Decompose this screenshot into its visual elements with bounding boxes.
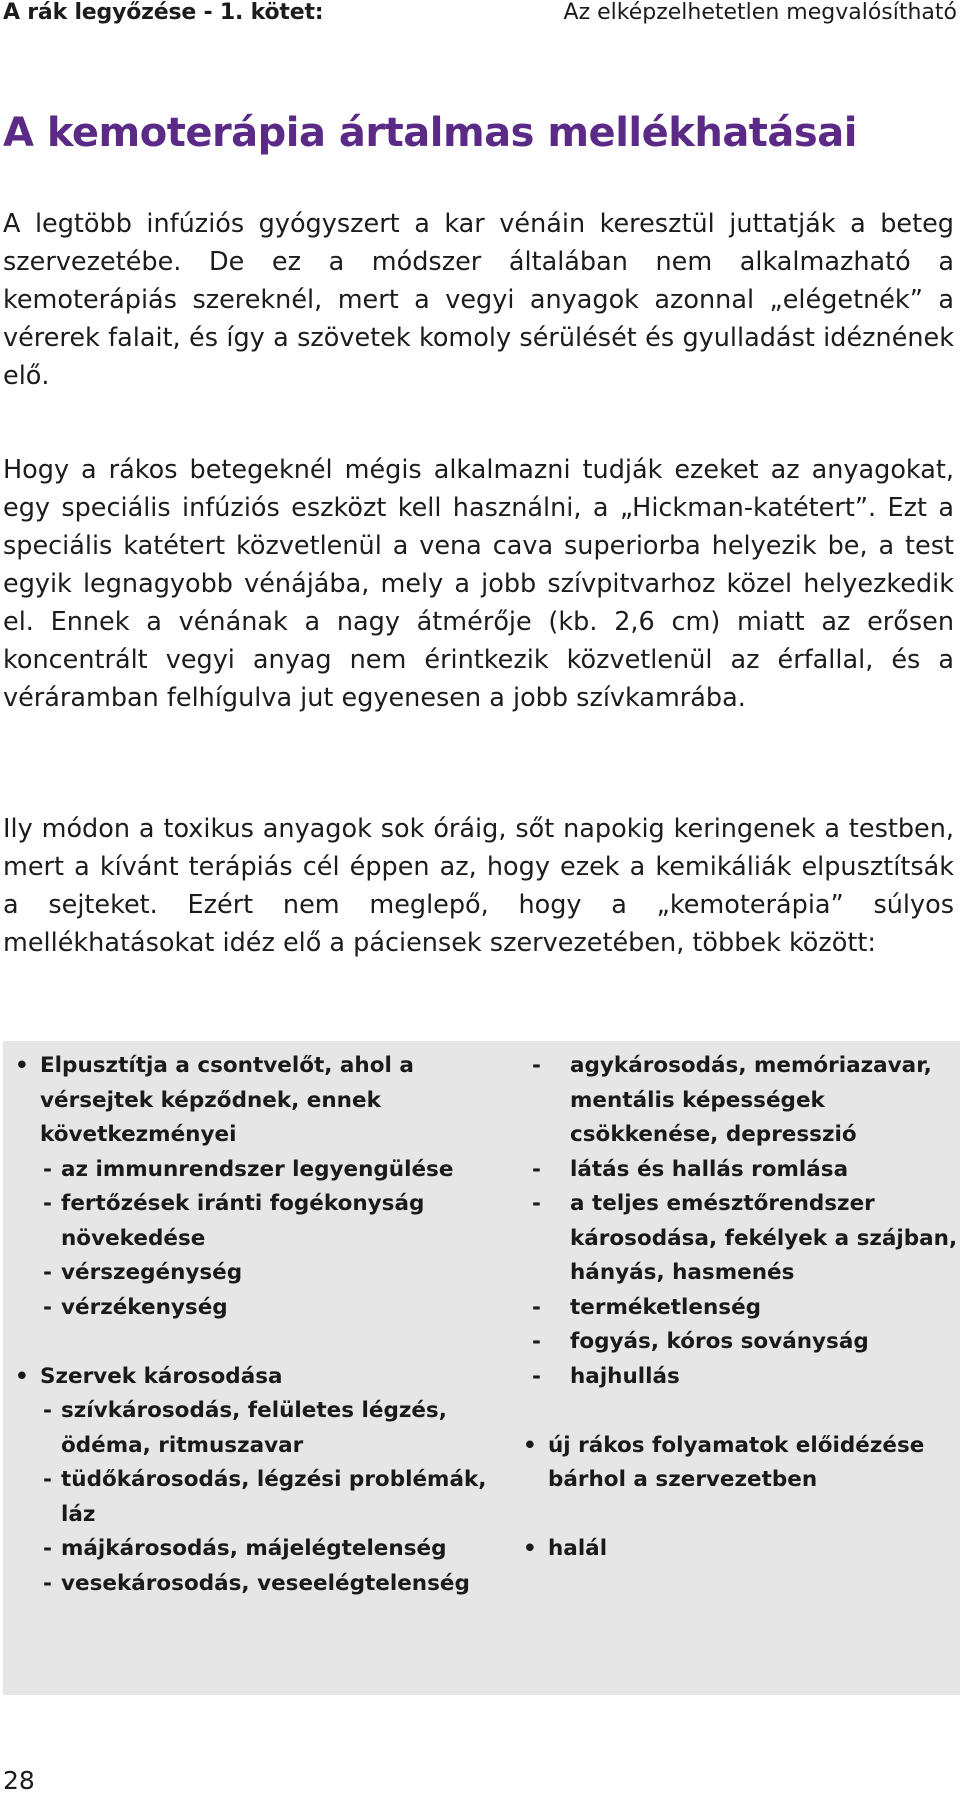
sub-item-text: vérszegénység xyxy=(61,1260,243,1285)
sub-item-text: látás és hallás romlása xyxy=(570,1156,849,1182)
sub-item xyxy=(3,1532,503,1567)
sub-item-text: fogyás, kóros soványság xyxy=(570,1329,869,1354)
sub-item-text: májkárosodás, májelégtelenség xyxy=(61,1536,447,1561)
dash-mark: - xyxy=(43,1156,52,1182)
sub-item xyxy=(532,1153,960,1188)
bullet-text: halál xyxy=(548,1536,608,1561)
side-effects-left-column xyxy=(3,1049,503,1636)
right-bullet-list xyxy=(523,1429,960,1567)
sub-list xyxy=(40,1153,503,1326)
dash-mark: - xyxy=(43,1467,52,1492)
bullet-text: új rákos folyamatok előidézése bárhol a szervezetben xyxy=(548,1432,925,1492)
dash-mark: - xyxy=(43,1536,52,1561)
sub-item-text: tüdőkárosodás, légzési problémák, láz xyxy=(61,1467,487,1527)
book-title-header: A rák legyőzése - 1. kötet: xyxy=(3,0,324,25)
sub-item xyxy=(3,1567,503,1602)
bullet-text: Szervek károsodása xyxy=(40,1363,283,1389)
bullet-text: Elpusztítja a csontvelőt, ahol a vérsejtek képződnek, ennek következményei xyxy=(40,1053,414,1147)
dash-mark: - xyxy=(532,1363,541,1389)
sub-item xyxy=(3,1256,503,1291)
dash-mark: - xyxy=(43,1191,52,1216)
sub-item xyxy=(532,1049,960,1153)
paragraph-3: Ily módon a toxikus anyagok sok óráig, sőt napokig keringenek a testben, mert a kívánt terápiás cél éppen az, hogy ezek a kemikáliák elpusztítsák a sejteket. Ezért nem meglepő, hogy a „kemoterápia” súlyos mellékhatásokat idéz elő a páciensek szervezetében, többek között: xyxy=(3,814,954,958)
sub-item-text: terméketlenség xyxy=(570,1294,762,1320)
bullet-item xyxy=(3,1049,503,1325)
sub-item-text: az immunrendszer legyengülése xyxy=(61,1156,454,1182)
running-header xyxy=(0,0,960,30)
dash-mark: - xyxy=(43,1294,52,1320)
paragraph-2: Hogy a rákos betegeknél mégis alkalmazni tudják ezeket az anyagokat, egy speciális infúziós eszközt kell használni, a „Hickman-katétert”. Ezt a speciális katétert közvetlenül a vena cava superiorba helyezik be, a test egyik legnagyobb vénájába, mely a jobb szívpitvarhoz közel helyezkedik el. Ennek a vénának a nagy átmérője (kb. 2,6 cm) miatt az erősen koncentrált vegyi anyag nem érintkezik közvetlenül az érfallal, és a véráramban felhígulva jut egyenesen a jobb szívkamrába. xyxy=(3,455,954,713)
bullet-item xyxy=(3,1360,503,1602)
sub-list xyxy=(40,1394,503,1601)
sub-item-text: a teljes emésztőrendszer károsodása, fekélyek a szájban, hányás, hasmenés xyxy=(570,1191,958,1285)
sub-item-text: vérzékenység xyxy=(61,1294,228,1320)
sub-item xyxy=(3,1153,503,1188)
sub-item-text: szívkárosodás, felületes légzés, ödéma, ritmuszavar xyxy=(61,1398,447,1458)
sub-list xyxy=(523,1049,960,1394)
dash-mark: - xyxy=(43,1398,52,1423)
sub-item xyxy=(3,1394,503,1463)
dash-mark: - xyxy=(43,1570,52,1596)
sub-item xyxy=(532,1325,960,1360)
bullet-mark: • xyxy=(523,1432,537,1458)
bullet-mark: • xyxy=(15,1053,29,1078)
side-effects-box xyxy=(3,1041,960,1695)
sub-item xyxy=(3,1463,503,1532)
sub-item-text: fertőzések iránti fogékonyság növekedése xyxy=(61,1191,425,1251)
sub-item xyxy=(3,1291,503,1326)
bullet-mark: • xyxy=(15,1363,29,1389)
side-effects-right-column xyxy=(523,1049,960,1601)
sub-item xyxy=(532,1187,960,1291)
bullet-mark: • xyxy=(523,1536,537,1561)
sub-item xyxy=(532,1291,960,1326)
section-title: A kemoterápia ártalmas mellékhatásai xyxy=(3,110,857,156)
dash-mark: - xyxy=(532,1329,541,1354)
paragraph-1: A legtöbb infúziós gyógyszert a kar vénáin keresztül juttatják a beteg szervezetébe. De ez a módszer általában nem alkalmazható a kemoterápiás szereknél, mert a vegyi anyagok azonnal „elégetnék” a vérerek falait, és így a szövetek komoly sérülését és gyulladást idéznének elő. xyxy=(3,209,954,391)
sub-item xyxy=(532,1360,960,1395)
dash-mark: - xyxy=(532,1294,541,1320)
dash-mark: - xyxy=(532,1191,541,1216)
book-subtitle-header: Az elképzelhetetlen megvalósítható xyxy=(563,0,957,25)
sub-item-text: hajhullás xyxy=(570,1363,680,1389)
bullet-item xyxy=(511,1429,960,1498)
sub-item xyxy=(3,1187,503,1256)
dash-mark: - xyxy=(43,1260,52,1285)
bullet-item xyxy=(511,1532,960,1567)
sub-item-text: agykárosodás, memóriazavar, mentális képességek csökkenése, depresszió xyxy=(570,1053,932,1147)
dash-mark: - xyxy=(532,1156,541,1182)
dash-mark: - xyxy=(532,1053,541,1078)
sub-item-text: vesekárosodás, veseelégtelenség xyxy=(61,1570,470,1596)
page-number: 28 xyxy=(3,1766,35,1795)
